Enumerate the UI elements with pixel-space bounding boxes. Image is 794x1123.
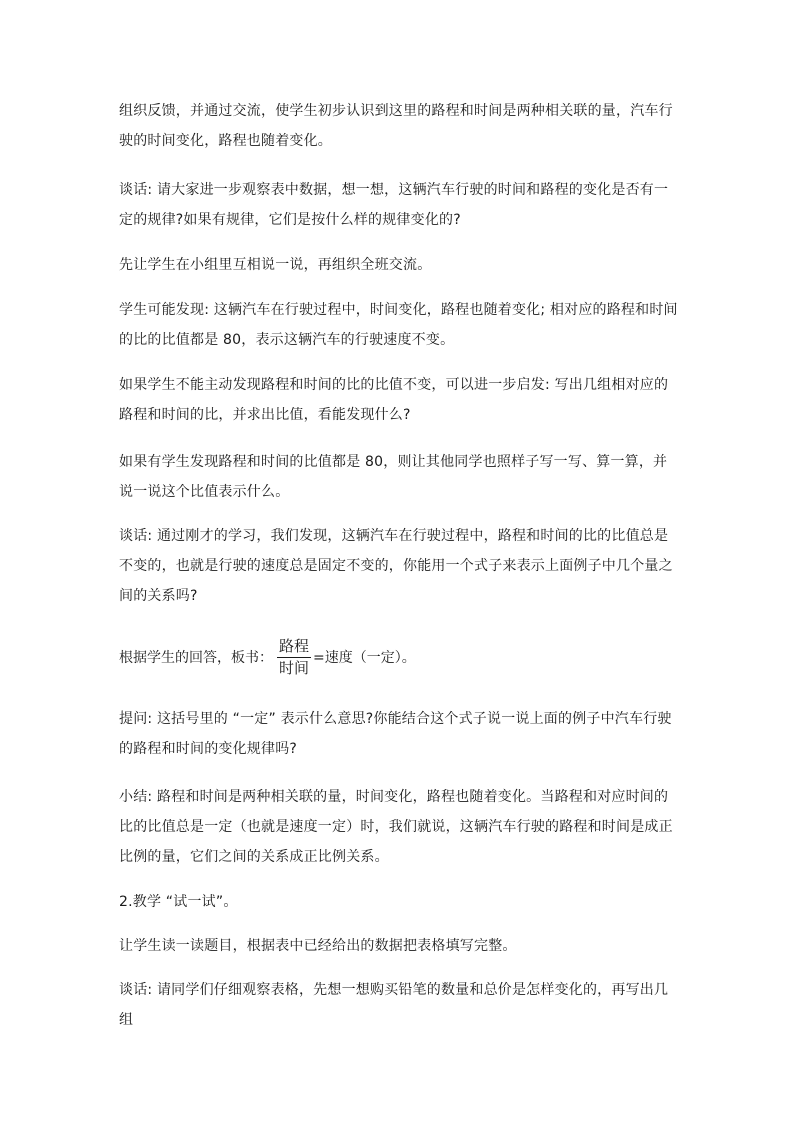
paragraph-10: 小结: 路程和时间是两种相关联的量，时间变化，路程也随着变化。当路程和对应时间的比的比值总是一定（也就是速度一定）时，我们就说，这辆汽车行驶的路程和时间是成正比例的量，它们之间的关系成正比例关系。: [119, 789, 673, 865]
paragraph-1: 组织反馈，并通过交流，使学生初步认识到这里的路程和时间是两种相关联的量，汽车行驶的时间变化，路程也随着变化。: [119, 103, 673, 149]
formula-suffix: =速度（一定）。: [313, 650, 416, 666]
paragraph-2: 谈话: 请大家进一步观察表中数据，想一想，这辆汽车行驶的时间和路程的变化是否有一定的规律?如果有规律，它们是按什么样的规律变化的?: [119, 182, 669, 228]
fraction: [277, 637, 311, 677]
paragraph-7: 谈话: 通过刚才的学习，我们发现，这辆汽车在行驶过程中，路程和时间的比的比值总是不变的，也就是行驶的速度总是固定不变的，你能用一个式子来表示上面例子中几个量之间的关系吗?: [119, 528, 673, 604]
fraction-denominator: 时间: [279, 659, 310, 677]
fraction-numerator: 路程: [277, 637, 311, 658]
paragraph-13: 谈话: 请同学们仔细观察表格，先想一想购买铅笔的数量和总价是怎样变化的，再写出几组: [119, 982, 669, 1028]
paragraph-9: 提问: 这括号里的 “一定” 表示什么意思?你能结合这个式子说一说上面的例子中汽车行驶的路程和时间的变化规律吗?: [119, 711, 672, 757]
paragraph-5: 如果学生不能主动发现路程和时间的比的比值不变，可以进一步启发: 写出几组相对应的路程和时间的比，并求出比值，看能发现什么?: [119, 377, 669, 423]
paragraph-4: 学生可能发现: 这辆汽车在行驶过程中，时间变化，路程也随着变化; 相对应的路程和时间的比的比值都是 80，表示这辆汽车的行驶速度不变。: [119, 302, 678, 348]
paragraph-11: 2.教学 “试一试”。: [119, 894, 238, 910]
paragraph-6: 如果有学生发现路程和时间的比值都是 80，则让其他同学也照样子写一写、算一算，并说一说这个比值表示什么。: [119, 454, 668, 500]
formula-paragraph: [119, 635, 679, 679]
paragraph-3: 先让学生在小组里互相说一说，再组织全班交流。: [119, 257, 432, 273]
paragraph-12: 让学生读一读题目，根据表中已经给出的数据把表格填写完整。: [119, 938, 517, 954]
formula-prefix: 根据学生的回答，板书：: [119, 650, 273, 666]
